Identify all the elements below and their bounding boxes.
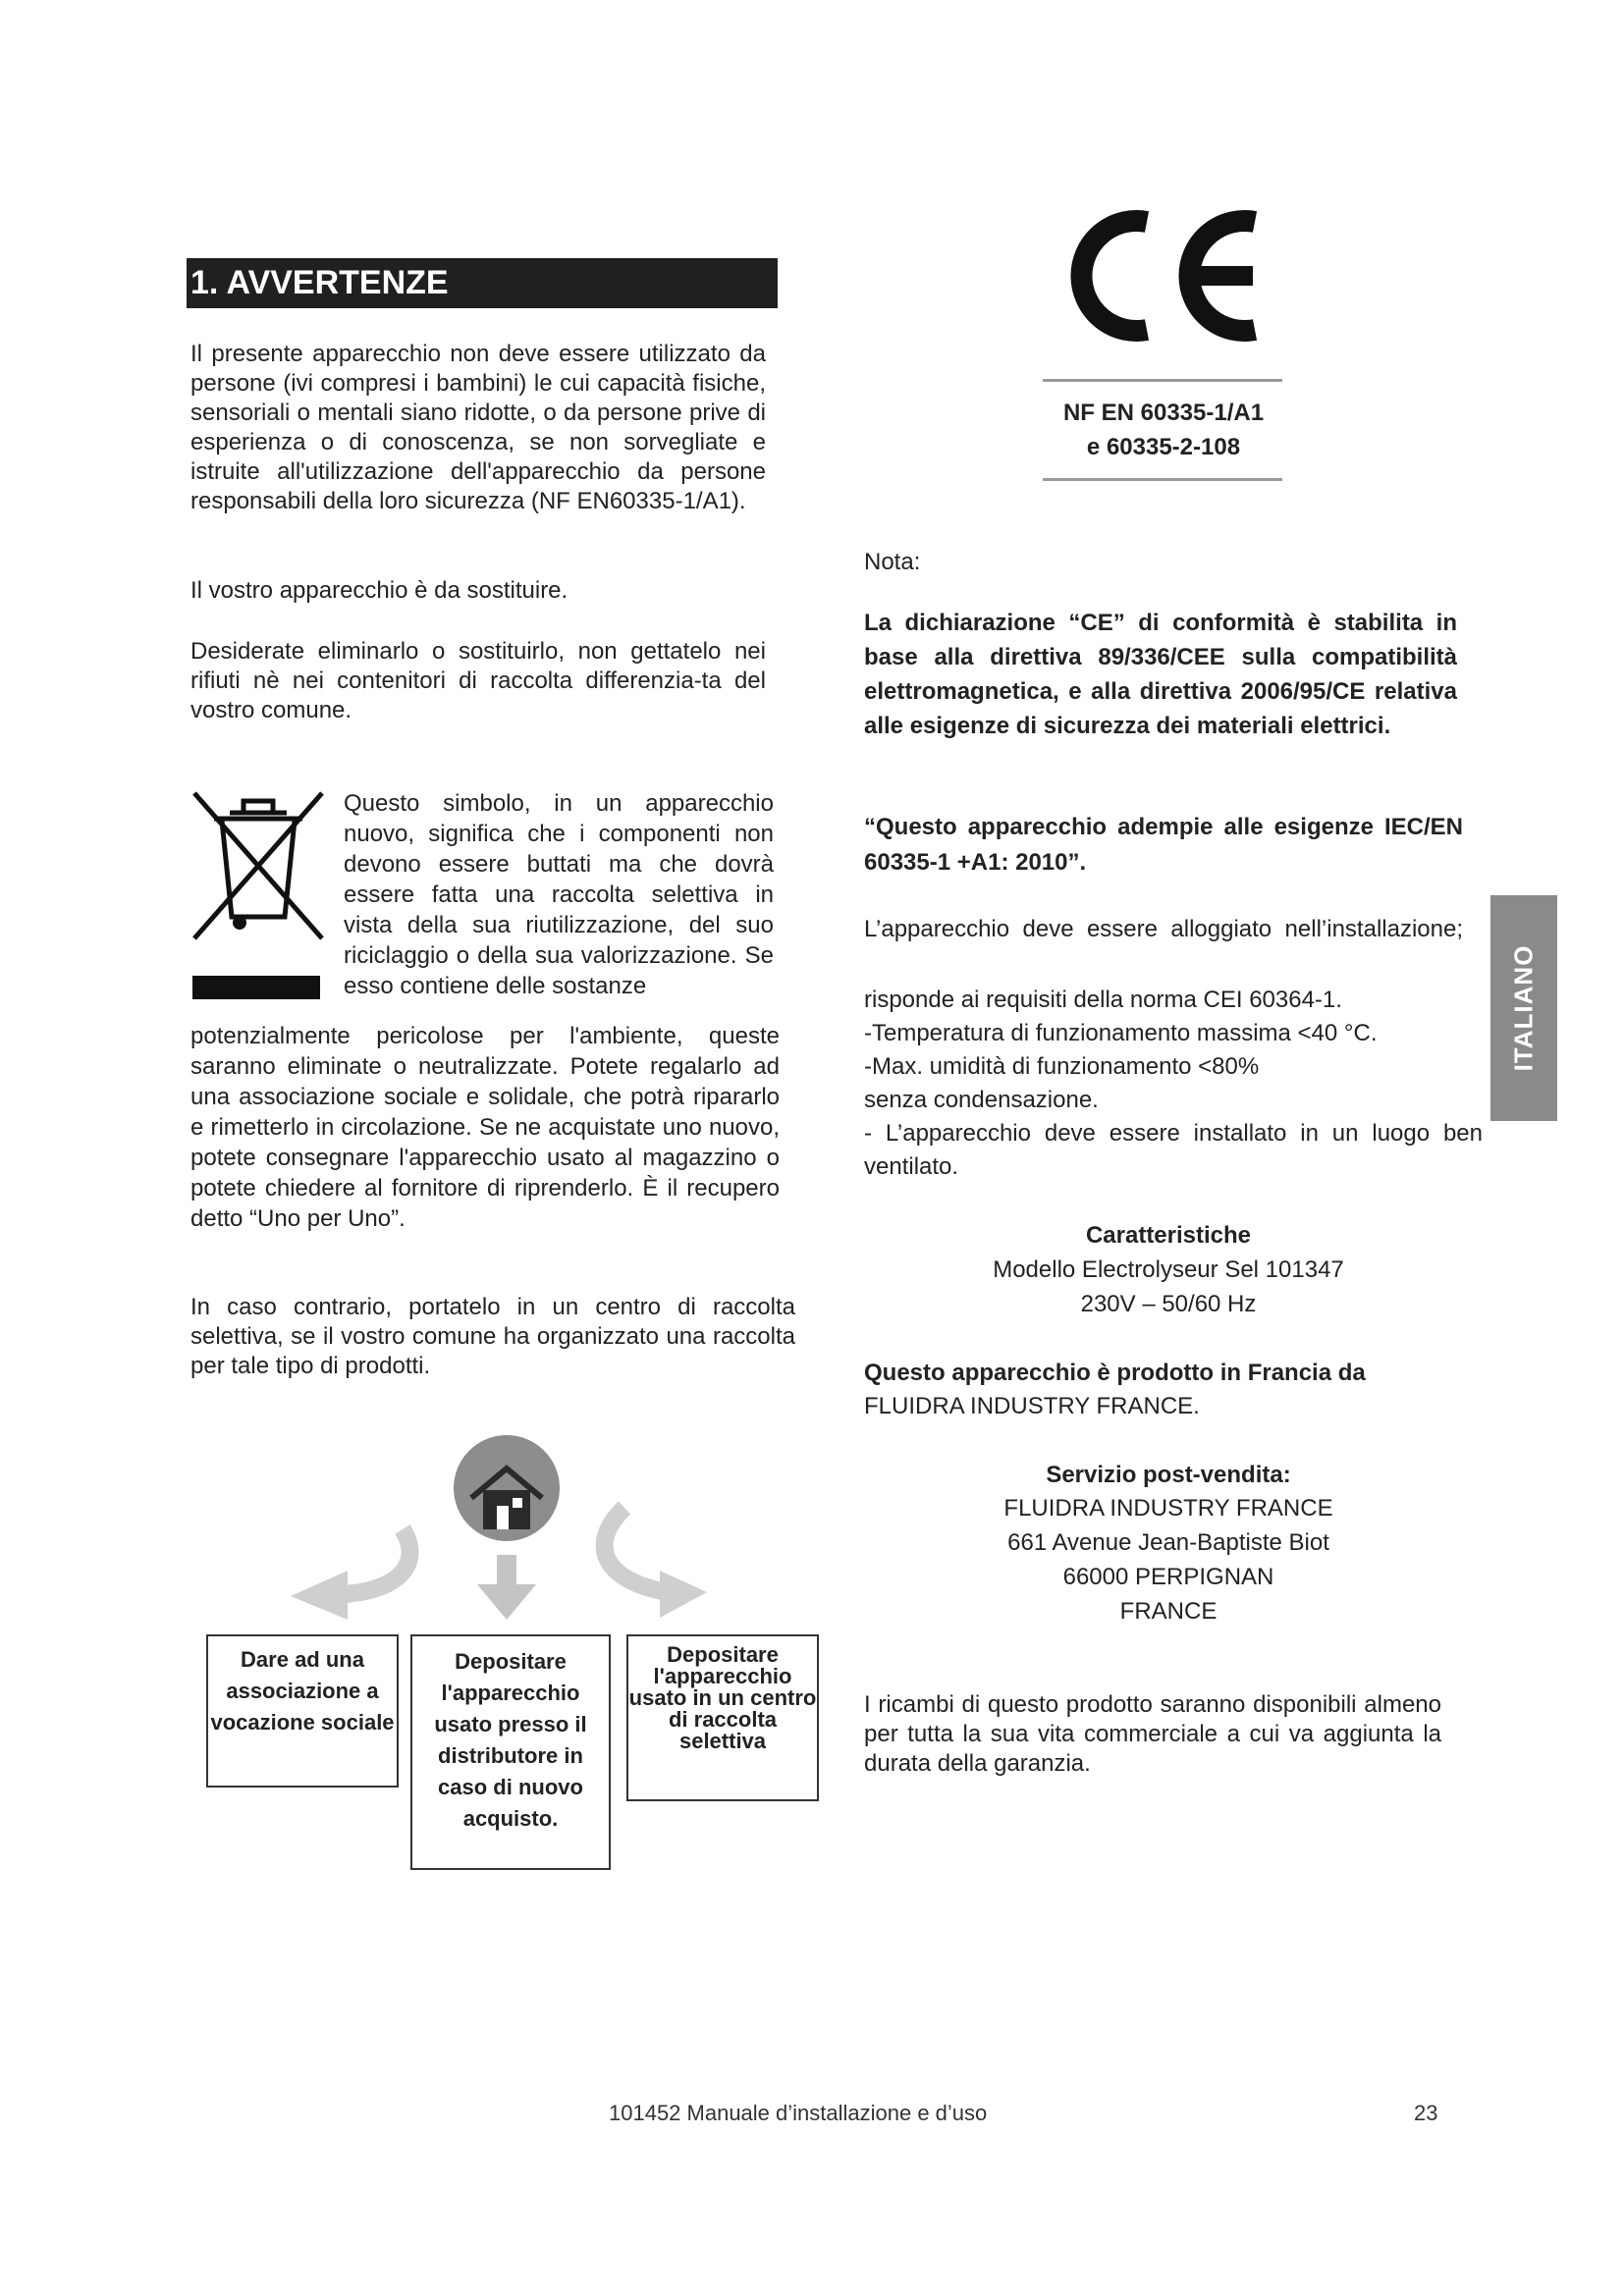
weee-symbol-text-continued: potenzialmente pericolose per l'ambiente, queste saranno eliminate o neutralizzate. Potete regalarlo ad una associazione sociale e solidale, che potrà ripararlo e rimetterlo in circolazione. Se ne acquistate uno nuovo, potete consegnare l'apparecchio usato al magazzino o potete chiedere al fornitore di riprenderlo. È il recupero detto “Uno per Uno”.	[190, 1023, 780, 1232]
language-tab	[1490, 895, 1557, 1121]
weee-bin-icon	[192, 791, 324, 999]
characteristics-title: Caratteristiche	[1085, 1222, 1252, 1249]
install-line-4: -Max. umidità di funzionamento <80% senza condensazione.	[864, 1053, 1260, 1113]
norm-top-rule	[1043, 379, 1282, 382]
language-tab-label: ITALIANO	[1508, 944, 1539, 1072]
made-in-text: Questo apparecchio è prodotto in Francia da	[864, 1360, 1366, 1386]
dispose-paragraph: Desiderate eliminarlo o sostituirlo, non gettatelo nei rifiuti nè nei contenitori di raccolta differenzia-ta del vostro comune.	[190, 638, 766, 723]
flow-diagram-arrows	[275, 1433, 727, 1629]
flow-box-collection-center: Depositare l'apparecchio usato in un centro di raccolta selettiva	[626, 1634, 819, 1801]
service-title: Servizio post-vendita:	[1046, 1462, 1291, 1488]
ce-mark-logo	[1062, 208, 1269, 344]
warning-paragraph: Il presente apparecchio non deve essere utilizzato da persone (ivi compresi i bambini) le cui capacità fisiche, sensoriali o mentali siano ridotte, o da persone prive di esperienza o di conoscenza, se non sorvegliate e istruite all'utilizzazione dell'apparecchio da persone responsabili della loro sicurezza (NF EN60335-1/A1).	[190, 341, 766, 514]
flow-box-association: Dare ad una associazione a vocazione sociale	[206, 1634, 399, 1788]
norm-line-2: e 60335-2-108	[1086, 434, 1241, 460]
replace-paragraph: Il vostro apparecchio è da sostituire.	[190, 577, 568, 604]
ce-declaration: La dichiarazione “CE” di conformità è stabilita in base alla direttiva 89/336/CEE sulla compatibilità elettromagnetica, e alla direttiva 2006/95/CE relativa alle esigenze di sicurezza dei materiali elettrici.	[864, 610, 1457, 739]
weee-symbol-text: Questo simbolo, in un apparecchio nuovo, significa che i componenti non devono essere buttati ma che dovrà essere fatta una raccolta selettiva in vista della sua riutilizzazione, del suo riciclaggio o della sua valorizzazione. Se esso contiene delle sostanze	[344, 790, 774, 999]
characteristics-model: Modello Electrolyseur Sel 101347	[993, 1256, 1344, 1283]
install-line-5: - L’apparecchio deve essere installato in un luogo ben ventilato.	[864, 1120, 1483, 1180]
install-line-2: risponde ai requisiti della norma CEI 60364-1.	[864, 987, 1342, 1013]
page-number: 23	[1414, 2101, 1438, 2125]
norm-line-1: NF EN 60335-1/A1	[1062, 400, 1265, 426]
made-in-company: FLUIDRA INDUSTRY FRANCE.	[864, 1393, 1200, 1419]
section-title: 1. AVVERTENZE	[187, 258, 778, 308]
conformity-statement: “Questo apparecchio adempie alle esigenze IEC/EN 60335-1 +A1: 2010”.	[864, 814, 1463, 876]
service-country: FRANCE	[1119, 1598, 1218, 1625]
install-line-1: L’apparecchio deve essere alloggiato nell’installazione;	[864, 916, 1463, 942]
characteristics-power: 230V – 50/60 Hz	[1080, 1291, 1257, 1317]
spare-parts-paragraph: I ricambi di questo prodotto saranno disponibili almeno per tutta la sua vita commerciale a cui va aggiunta la durata della garanzia.	[864, 1691, 1441, 1777]
flow-box-distributor: Depositare l'apparecchio usato presso il distributore in caso di nuovo acquisto.	[410, 1634, 611, 1870]
collection-paragraph: In caso contrario, portatelo in un centro di raccolta selettiva, se il vostro comune ha organizzato una raccolta per tale tipo di prodotti.	[190, 1294, 795, 1379]
footer-manual-title: 101452 Manuale d’installazione e d’uso	[609, 2101, 988, 2125]
nota-label: Nota:	[864, 549, 921, 575]
service-company: FLUIDRA INDUSTRY FRANCE	[1003, 1495, 1333, 1522]
norm-bottom-rule	[1043, 478, 1282, 481]
service-street: 661 Avenue Jean-Baptiste Biot	[1007, 1529, 1329, 1556]
install-line-3: -Temperatura di funzionamento massima <40 °C.	[864, 1020, 1378, 1046]
service-city: 66000 PERPIGNAN	[1062, 1564, 1274, 1590]
